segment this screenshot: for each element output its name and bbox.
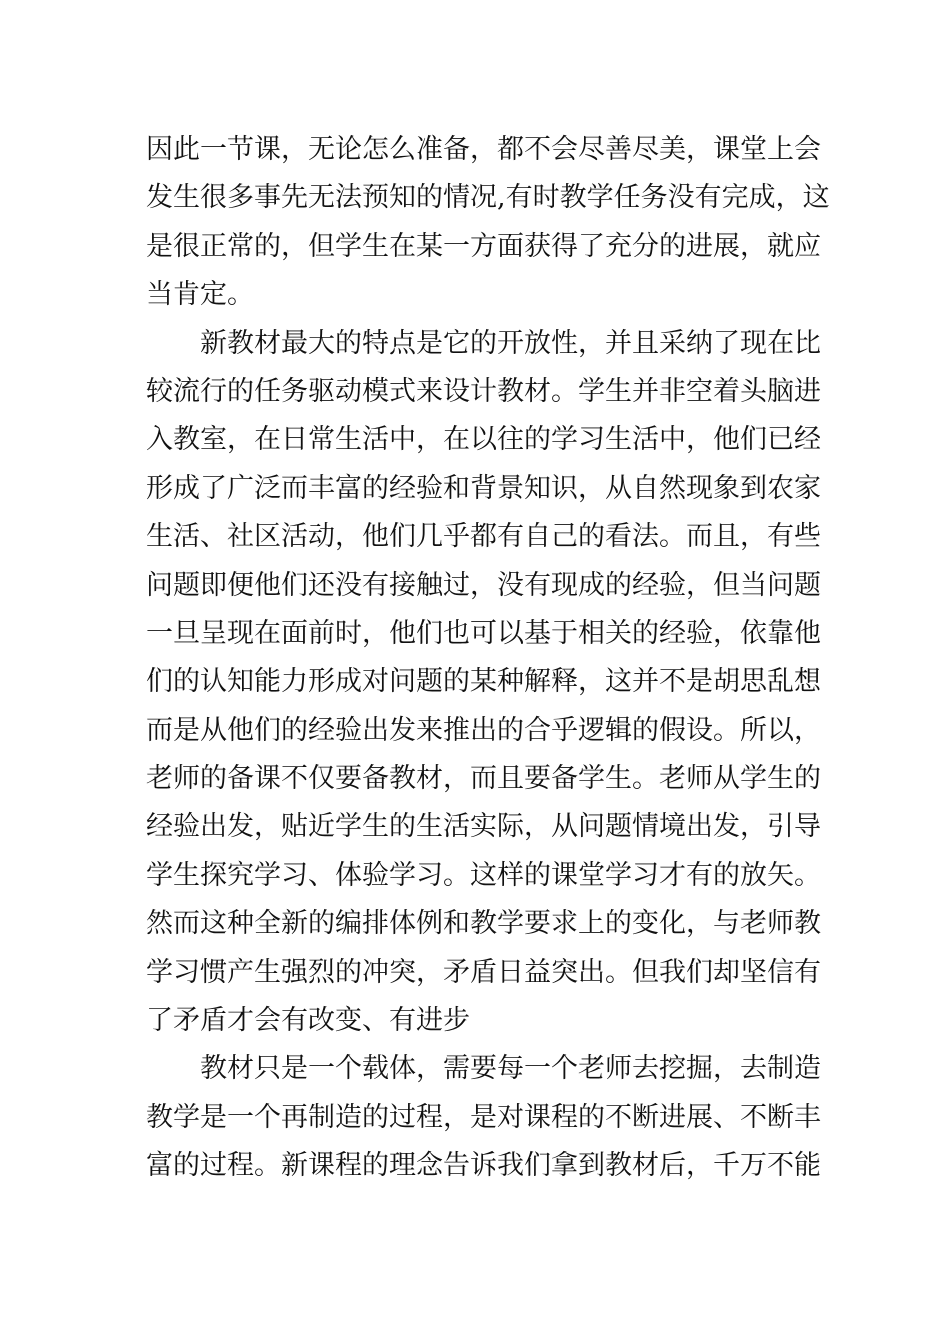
- text-line: 经验出发，贴近学生的生活实际，从问题情境出发，引导: [146, 811, 821, 843]
- text-line: 形成了广泛而丰富的经验和背景知识，从自然现象到农家: [146, 472, 821, 504]
- text-line: 较流行的任务驱动模式来设计教材。学生并非空着头脑进: [146, 375, 821, 407]
- text-line: 学习惯产生强烈的冲突，矛盾日益突出。但我们却坚信有: [146, 956, 821, 988]
- text-line: 富的过程。新课程的理念告诉我们拿到教材后，千万不能: [146, 1150, 821, 1182]
- text-line: 问题即便他们还没有接触过，没有现成的经验，但当问题: [146, 569, 821, 601]
- paragraph-first-line: 新教材最大的特点是它的开放性，并且采纳了现在比: [200, 327, 821, 359]
- body-text: [146, 126, 830, 1191]
- paragraph-first-line: 教材只是一个载体，需要每一个老师去挖掘，去制造: [200, 1053, 821, 1085]
- text-line: 老师的备课不仅要备教材，而且要备学生。老师从学生的: [146, 763, 821, 795]
- text-line: 是很正常的，但学生在某一方面获得了充分的进展，就应: [146, 230, 821, 262]
- text-line: 了矛盾才会有改变、有进步: [146, 1005, 470, 1037]
- text-line: 生活、社区活动，他们几乎都有自己的看法。而且，有些: [146, 521, 821, 553]
- text-line: 们的认知能力形成对问题的某种解释，这并不是胡思乱想: [146, 666, 821, 698]
- text-line: 当肯定。: [146, 279, 254, 311]
- text-line: 因此一节课，无论怎么准备，都不会尽善尽美，课堂上会: [146, 134, 821, 165]
- text-line: 然而这种全新的编排体例和教学要求上的变化，与老师教: [146, 908, 821, 940]
- text-line: 而是从他们的经验出发来推出的合乎逻辑的假设。所以，: [146, 714, 821, 746]
- text-line: 入教室，在日常生活中，在以往的学习生活中，他们已经: [146, 424, 821, 456]
- text-line: 一旦呈现在面前时，他们也可以基于相关的经验，依靠他: [146, 617, 821, 649]
- text-line: 教学是一个再制造的过程，是对课程的不断进展、不断丰: [146, 1101, 821, 1133]
- text-line: 发生很多事先无法预知的情况,有时教学任务没有完成，这: [146, 182, 830, 214]
- text-line: 学生探究学习、体验学习。这样的课堂学习才有的放矢。: [146, 859, 821, 891]
